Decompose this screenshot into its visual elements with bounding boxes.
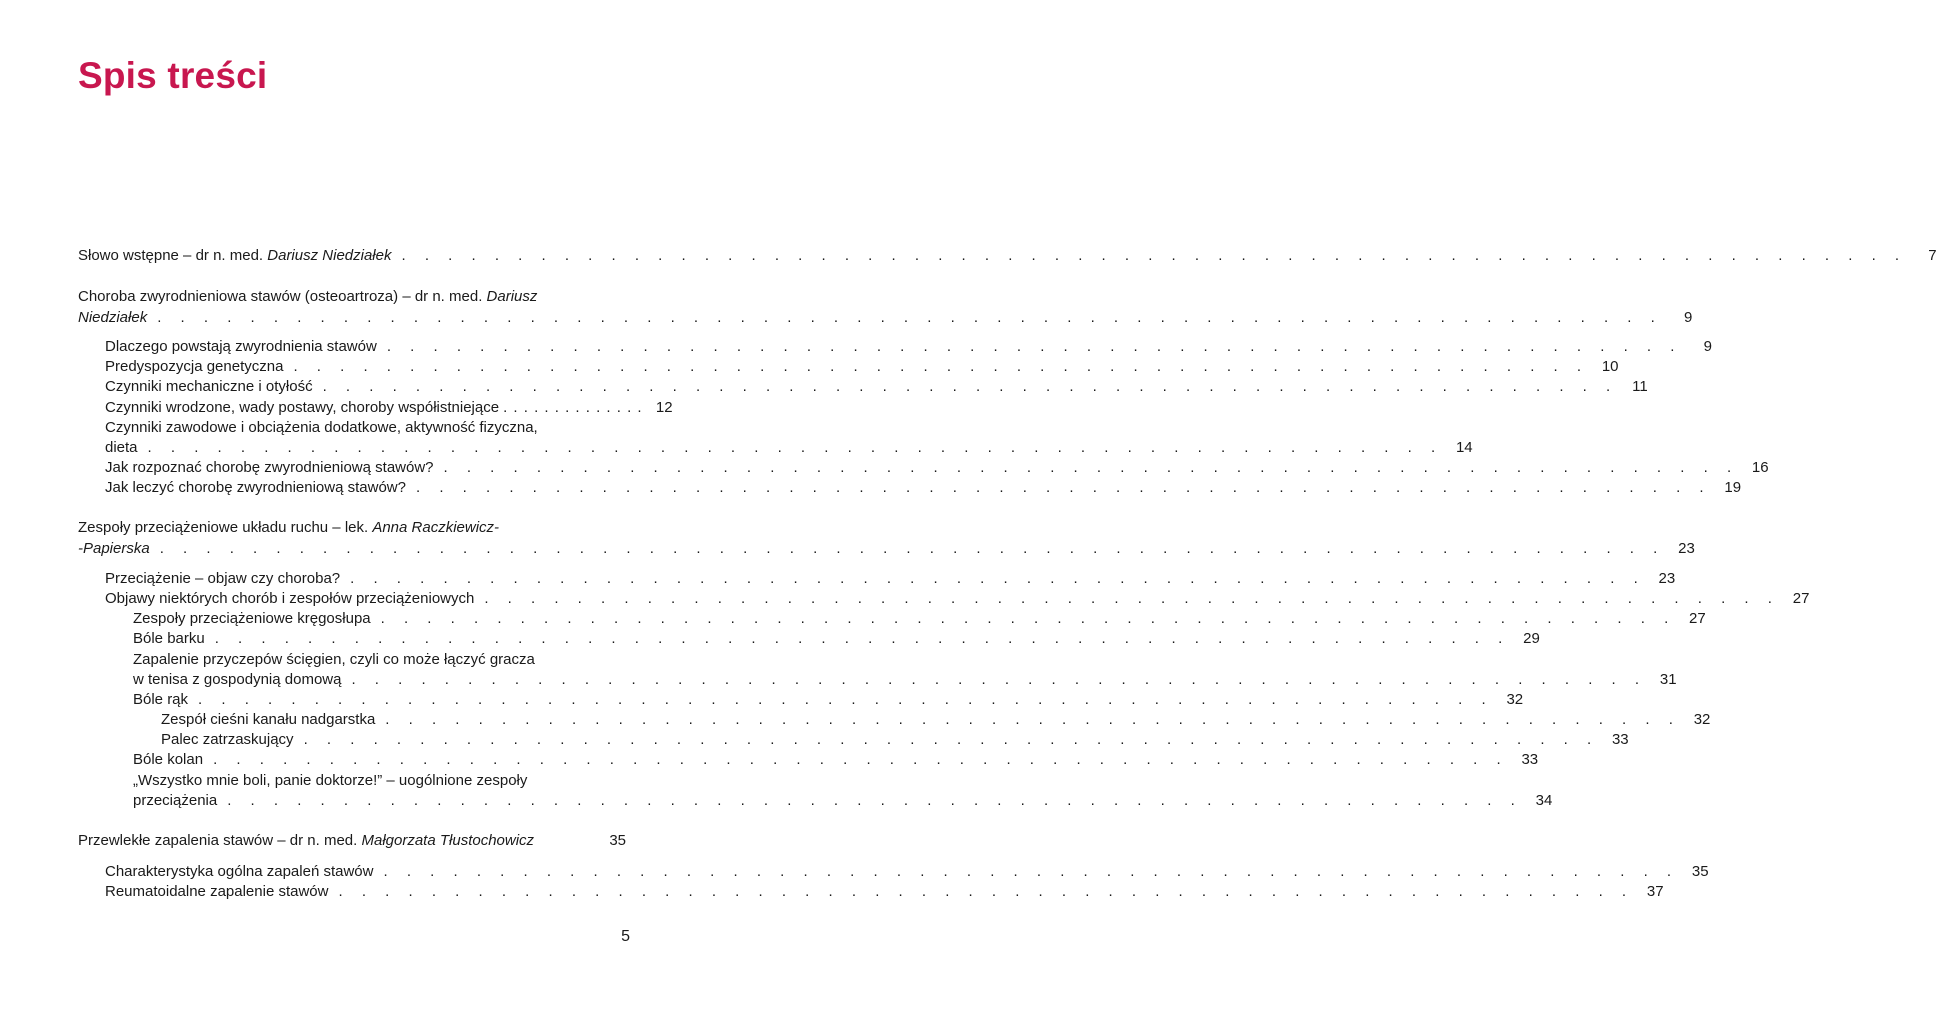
toc-subsubsubentry[interactable] — [161, 710, 1711, 730]
toc-entry-author: Anna Raczkiewicz- — [372, 519, 500, 536]
toc-entry-label: Jak rozpoznać chorobę zwyrodnieniową stawów? — [105, 459, 434, 476]
toc-entry-label: Zespoły przeciążeniowe kręgosłupa — [133, 610, 371, 627]
toc-entry[interactable] — [78, 246, 1937, 266]
dot-leader: . . . . . . . . . . . . . . . . . . . . . . . . . . . . . . . . . . . . . . . . . . . . . . . . . . . . . . . . — [213, 751, 1509, 768]
toc-subsubentry-continuation[interactable] — [133, 791, 1553, 811]
toc-page-number: 9 — [1683, 309, 1693, 326]
toc-subentry[interactable] — [105, 478, 1742, 498]
dot-leader: . . . . . . . . . . . . . . . . . . . . . . . . . . . . . . . . . . . . . . . . . . . . . . . . . . . . . . . . — [227, 792, 1523, 809]
toc-subentry[interactable] — [105, 458, 1769, 478]
toc-entry-label: „Wszystko mnie boli, panie doktorze!” – uogólnione zespoły — [133, 772, 528, 789]
toc-subsubsubentry[interactable] — [161, 730, 1629, 750]
dot-leader: . . . . . . . . . . . . . . . . . . . . . . . . . . . . . . . . . . . . . . . . . . . . . . . . . . . . . . . . — [198, 691, 1494, 708]
toc-entry-label — [78, 539, 150, 559]
toc-entry-label: Zapalenie przyczepów ścięgien, czyli co może łączyć gracza — [133, 651, 535, 668]
dot-leader: . . . . . . . . . . . . . . . . . . . . . . . . . . . . . . . . . . . . . . . . . . . . . . . . . . . . . . . . — [350, 570, 1646, 587]
dot-leader: . . . . . . . . . . . . . . . . . . . . . . . . . . . . . . . . . . . . . . . . . . . . . . . . . . . . . . . . — [443, 459, 1739, 476]
toc-entry-label: Bóle rąk — [133, 691, 189, 708]
toc-page-number: 16 — [1751, 459, 1769, 476]
toc-page-number: 33 — [1611, 731, 1629, 748]
toc-subentry-continuation[interactable] — [105, 438, 1473, 458]
toc-entry-label: Predyspozycja genetyczna — [105, 358, 284, 375]
toc-entry-author: -Papierska — [78, 540, 150, 557]
toc-entry-label: Bóle barku — [133, 630, 205, 647]
toc-subentry[interactable] — [105, 569, 1676, 589]
toc-entry-label: Czynniki zawodowe i obciążenia dodatkowe, aktywność fizyczna, — [105, 419, 538, 436]
toc-entry-label: Dlaczego powstają zwyrodnienia stawów — [105, 338, 377, 355]
toc-page-number: 37 — [1646, 883, 1664, 900]
dot-leader: . . . . . . . . . . . . . . . . . . . . . . . . . . . . . . . . . . . . . . . . . . . . . . . . . . . . . . . . — [147, 439, 1443, 456]
toc-page-number: 32 — [1693, 711, 1711, 728]
toc-subsubentry-continuation[interactable] — [133, 670, 1677, 690]
toc-entry-label: Objawy niektórych chorób i zespołów przeciążeniowych — [105, 590, 475, 607]
dot-leader: . . . . . . . . . . . . . . . . . . . . . . . . . . . . . . . . . . . . . . . . . . . . . . . . . . . . . . . . . . . . . . . . . — [159, 540, 1665, 557]
toc-entry-label: Czynniki wrodzone, wady postawy, choroby współistniejące — [105, 399, 500, 416]
toc-subentry[interactable] — [105, 398, 673, 418]
toc-subsubentry[interactable] — [133, 609, 1706, 629]
dot-leader: . . . . . . . . . . . . . . . . . . . . . . . . . . . . . . . . . . . . . . . . . . . . . . . . . . . . . . . . — [484, 590, 1780, 607]
toc-page-number: 27 — [1689, 610, 1706, 627]
dot-leader: . . . . . . . . . . . . . . . . . . . . . . . . . . . . . . . . . . . . . . . . . . . . . . . . . . . . . . . . . . . . . . . . . — [157, 309, 1663, 326]
toc-entry[interactable] — [78, 831, 626, 851]
toc-entry[interactable] — [78, 287, 626, 307]
toc-entry[interactable] — [78, 518, 626, 538]
toc-page-number: 29 — [1523, 630, 1540, 647]
toc-page-number: 11 — [1632, 378, 1648, 395]
dot-leader: . . . . . . . . . . . . . . . . . . . . . . . . . . . . . . . . . . . . . . . . . . . . . . . . . . . . . . . . — [415, 479, 1712, 496]
toc-page-number: 35 — [1691, 863, 1709, 880]
dot-leader: . . . . . . . . . . . . . . . . . . . . . . . . . . . . . . . . . . . . . . . . . . . . . . . . . . . . . . . . — [214, 630, 1510, 647]
toc-page-number: 32 — [1506, 691, 1524, 708]
dot-leader: . . . . . . . . . . . . . . . . . . . . . . . . . . . . . . . . . . . . . . . . . . . . . . . . . . . . . . . . — [380, 610, 1676, 627]
toc-entry-continuation[interactable] — [78, 308, 1693, 328]
toc-subentry[interactable] — [105, 862, 1709, 882]
dot-leader: . . . . . . . . . . . . . . — [503, 399, 643, 416]
toc-page-number: 27 — [1792, 590, 1810, 607]
toc-entry-author: Dariusz — [486, 288, 538, 305]
dot-leader: . . . . . . . . . . . . . . . . . . . . . . . . . . . . . . . . . . . . . . . . . . . . . . . . . . . . . . . . — [322, 378, 1618, 395]
toc-page-number: 35 — [609, 832, 626, 849]
dot-leader: . . . . . . . . . . . . . . . . . . . . . . . . . . . . . . . . . . . . . . . . . . . . . . . . . . . . . . . . — [338, 883, 1634, 900]
toc-page-number: 7 — [1928, 247, 1937, 264]
toc-page-number: 10 — [1601, 358, 1619, 375]
toc-entry-label: Bóle kolan — [133, 751, 204, 768]
dot-leader: . . . . . . . . . . . . . . . . . . . . . . . . . . . . . . . . . . . . . . . . . . . . . . . . . . . . . . . . — [386, 338, 1682, 355]
toc-subsubentry[interactable] — [133, 690, 1524, 710]
dot-leader: . . . . . . . . . . . . . . . . . . . . . . . . . . . . . . . . . . . . . . . . . . . . . . . . . . . . . . . . — [351, 671, 1647, 688]
toc-page-number: 12 — [655, 399, 673, 416]
toc-page-number: 31 — [1659, 671, 1677, 688]
toc-entry-label: Słowo wstępne – dr n. med. Dariusz Niedziałek — [78, 247, 392, 264]
toc-entry-label: w tenisa z gospodynią domową — [133, 671, 342, 688]
toc-subentry[interactable] — [105, 589, 1810, 609]
page-number: 5 — [621, 928, 630, 945]
dot-leader: . . . . . . . . . . . . . . . . . . . . . . . . . . . . . . . . . . . . . . . . . . . . . . . . . . . . . . . . — [383, 863, 1679, 880]
toc-page-number: 23 — [1678, 540, 1695, 557]
toc-subsubentry[interactable] — [133, 629, 1540, 649]
toc-entry-author: Małgorzata Tłustochowicz — [361, 832, 535, 849]
toc-page-number: 19 — [1724, 479, 1742, 496]
dot-leader: . . . . . . . . . . . . . . . . . . . . . . . . . . . . . . . . . . . . . . . . . . . . . . . . . . . . . . . . — [303, 731, 1599, 748]
toc-entry-label — [78, 308, 147, 328]
toc-page-number: 9 — [1703, 338, 1712, 355]
toc-page-number: 23 — [1658, 570, 1676, 587]
toc-subsubentry[interactable] — [133, 771, 626, 791]
toc-entry-label: Reumatoidalne zapalenie stawów — [105, 883, 329, 900]
toc-subentry[interactable] — [105, 337, 1712, 357]
toc-subentry[interactable] — [105, 357, 1619, 377]
toc-subsubentry[interactable] — [133, 650, 626, 670]
toc-entry-label: Czynniki mechaniczne i otyłość — [105, 378, 313, 395]
dot-leader: . . . . . . . . . . . . . . . . . . . . . . . . . . . . . . . . . . . . . . . . . . . . . . . . . . . . . . . . — [293, 358, 1589, 375]
toc-subsubentry[interactable] — [133, 750, 1539, 770]
toc-entry-label: Jak leczyć chorobę zwyrodnieniową stawów? — [105, 479, 406, 496]
toc-entry-label: Charakterystyka ogólna zapaleń stawów — [105, 863, 374, 880]
toc-entry-author: Niedziałek — [78, 309, 148, 326]
toc-page-number: 14 — [1455, 439, 1473, 456]
toc-entry-label: przeciążenia — [133, 792, 218, 809]
dot-leader: . . . . . . . . . . . . . . . . . . . . . . . . . . . . . . . . . . . . . . . . . . . . . . . . . . . . . . . . . . . . . . . . . — [401, 247, 1907, 264]
dot-leader: . . . . . . . . . . . . . . . . . . . . . . . . . . . . . . . . . . . . . . . . . . . . . . . . . . . . . . . . — [385, 711, 1681, 728]
page-title: Spis treści — [78, 55, 268, 96]
toc-entry-author: Dariusz Niedziałek — [267, 247, 392, 264]
toc-entry-label: Przeciążenie – objaw czy choroba? — [105, 570, 341, 587]
toc-entry-label: Zespoły przeciążeniowe układu ruchu – lek. Anna Raczkiewicz- — [78, 519, 500, 536]
toc-subentry[interactable] — [105, 377, 1648, 397]
toc-entry-label: Palec zatrzaskujący — [161, 731, 294, 748]
toc-entry-label: Zespół cieśni kanału nadgarstka — [161, 711, 376, 728]
toc-subentry[interactable] — [105, 418, 626, 438]
toc-subentry[interactable] — [105, 882, 1664, 902]
toc-page-number: 34 — [1535, 792, 1553, 809]
toc-page-number: 33 — [1521, 751, 1539, 768]
toc-entry-continuation[interactable] — [78, 539, 1695, 559]
toc-entry-label: dieta — [105, 439, 138, 456]
toc-entry-label: Choroba zwyrodnieniowa stawów (osteoartroza) – dr n. med. Dariusz — [78, 288, 538, 305]
toc-entry-label: Przewlekłe zapalenia stawów – dr n. med. Małgorzata Tłustochowicz — [78, 832, 535, 849]
